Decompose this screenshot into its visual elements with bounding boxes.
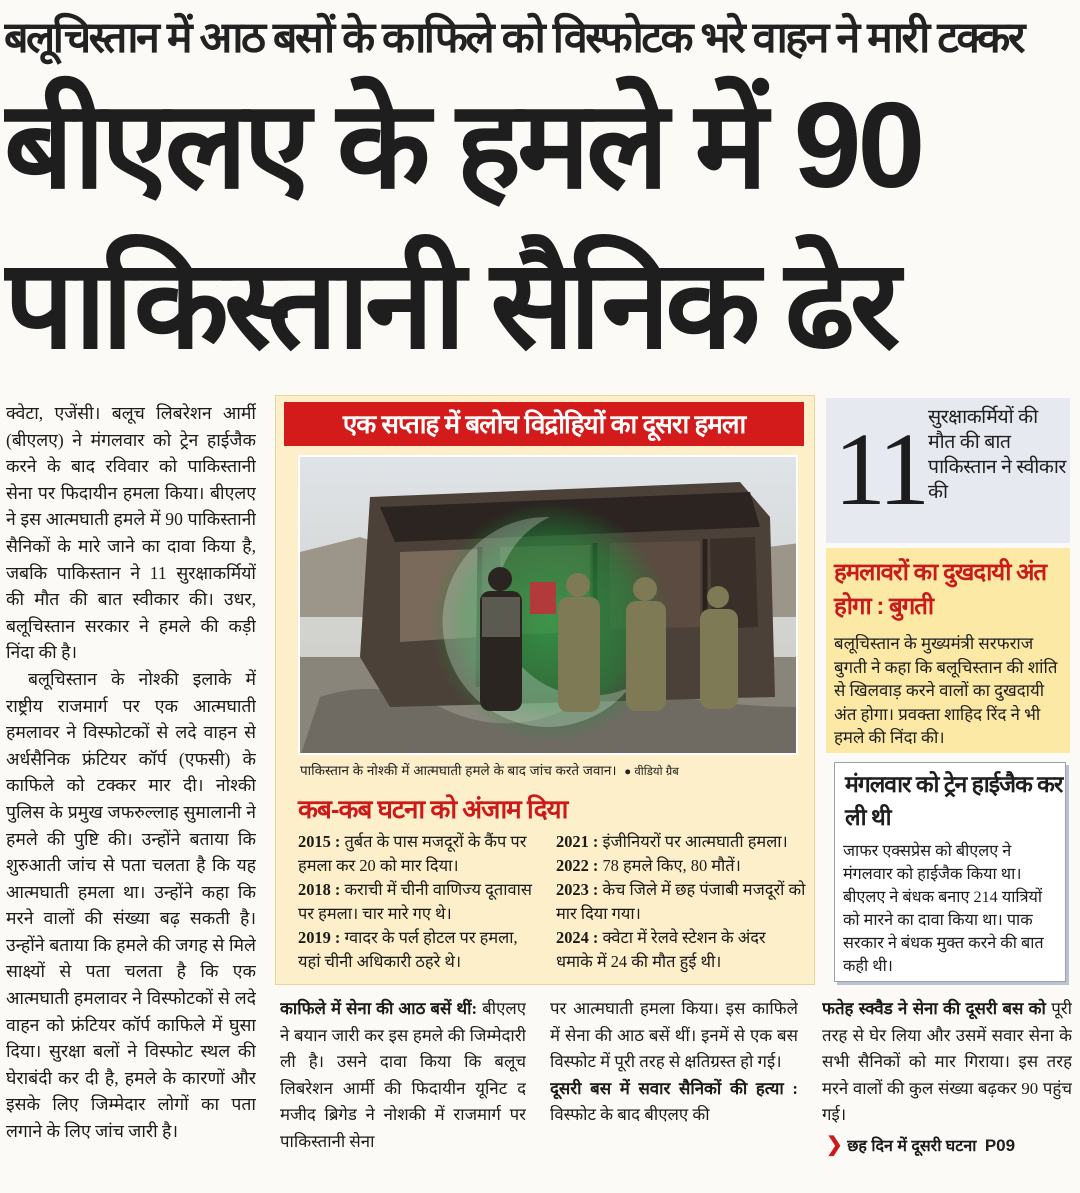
timeline-year: 2022 : [556,856,599,875]
burned-bus-photo [298,455,798,755]
timeline-text: कराची में चीनी वाणिज्य दूतावास पर हमला। चार मारे गए थे। [298,880,532,923]
timeline-item [556,830,806,854]
photo-caption [300,760,800,782]
timeline-text: इंजीनियरों पर आत्मघाती हमला। [602,832,788,851]
timeline-year: 2018 : [298,880,341,899]
timeline-year: 2021 : [556,832,599,851]
timeline-year: 2023 : [556,880,599,899]
left-article-column [6,400,256,1180]
timeline-text: 78 हमले किए, 80 मौतें। [602,856,741,875]
lower-column-3-text: पूरी तरह से घेर लिया और उसमें सवार सेना के सभी सैनिकों को मार गिराया। इस तरह मरने वालों की कुल संख्या बढ़कर 90 पहुंच गई। [822,999,1072,1124]
hijack-title: मंगलवार को ट्रेन हाईजैक कर ली थी [845,771,1063,830]
timeline-year: 2024 : [556,928,599,947]
continue-reference [826,1130,1072,1160]
timeline-item [556,926,806,974]
timeline-text: तुर्बत के पास मजदूरों के कैंप पर हमला कर 20 को मार दिया। [298,832,527,875]
photo-caption-text: पाकिस्तान के नोश्की में आत्मघाती हमले के बाद जांच करते जवान। [300,763,617,778]
timeline-year: 2019 : [298,928,341,947]
main-headline-line-1: बीएलए के हमले में 90 [4,77,922,213]
stat-number: 11 [834,412,927,527]
continue-text: छह दिन में दूसरी घटना [847,1138,977,1155]
quote-title: हमलावरों का दुखदायी अंत होगा : बुगती [834,559,1047,620]
stat-text: सुरक्षाकर्मियों की मौत की बात पाकिस्तान ने स्वीकार की [928,406,1066,503]
main-headline-line-2: पाकिस्तानी सैनिक ढेर [4,236,896,374]
lower-column-3-lead: फतेह स्क्वैड ने सेना की दूसरी बस को [822,999,1046,1018]
lower-column-1-text: बीएलए ने बयान जारी कर इस हमले की जिम्मेदारी ली है। उसने दावा किया कि बलूच लिबरेशन आर्मी की फिदायीन यूनिट द मजीद ब्रिगेड ने नोशकी में राजमार्ग पर पाकिस्तानी सेना [280,999,526,1151]
lower-column-2 [550,996,798,1156]
timeline-item [298,830,534,878]
hijack-body: जाफर एक्सप्रेस को बीएलए ने मंगलवार को हाईजैक किया था। बीएलए ने बंधक बनाए 214 यात्रियों को मारने का दावा किया था। पाक सरकार ने बंधक मुक्त करने की बात कही थी। [843,842,1044,975]
timeline-text: क्वेटा में रेलवे स्टेशन के अंदर धमाके में 24 की मौत हुई थी। [556,928,766,971]
timeline-year: 2015 : [298,832,341,851]
kicker-headline: बलूचिस्तान में आठ बसों के काफिले को विस्फोटक भरे वाहन ने मारी टक्कर [4,14,1023,62]
timeline-item [298,878,534,926]
lower-column-2-text-2: विस्फोट के बाद बीएलए की [550,1105,710,1124]
center-red-banner: एक सप्ताह में बलोच विद्रोहियों का दूसरा हमला [284,402,804,446]
left-paragraph-2: बलूचिस्तान के नोश्की इलाके में राष्ट्रीय राजमार्ग पर एक आत्मघाती हमलावर ने विस्फोटकों से लदे वाहन से अर्धसैनिक फ्रंटियर कॉर्प (एफसी) के काफिले को टक्कर मार दी। नोश्की पुलिस के प्रमुख जफरुल्लाह सुमालानी ने हमले की पुष्टि की। उन्होंने बताया कि शुरुआती जांच से पता चलता है कि यह आत्मघाती हमला था। उन्होंने कहा कि मरने वालों की संख्या बढ़ सकती है। उन्होंने बताया कि हमले की जगह से मिले साक्ष्यों से पता चलता है कि एक आत्मघाती हमलावर ने विस्फोटकों से लदे वाहन को फ्रंटियर कॉर्प काफिले में घुसा दिया। सुरक्षा बलों ने विस्फोट स्थल की घेराबंदी कर दी है, हमले के कारणों और इसके लिए जिम्मेदार लोगों का पता लगाने के लिए जांच जारी है। [6,668,256,1142]
timeline-title: कब-कब घटना को अंजाम दिया [298,794,568,824]
timeline-left-column [298,830,534,980]
lower-column-1 [280,996,526,1156]
burned-bus-image [300,457,798,755]
quote-body: बलूचिस्तान के मुख्यमंत्री सरफराज बुगती ने कहा कि बलूचिस्तान की शांति से खिलवाड़ करने वालों का दुखदायी अंत होगा। प्रवक्ता शाहिद रिंद ने भी हमले की निंदा की। [834,634,1058,747]
timeline-item [298,926,534,974]
lower-column-1-lead: काफिले में सेना की आठ बसें थीं: [280,999,478,1018]
continue-page: P09 [984,1136,1016,1155]
photo-credit: ● वीडियो ग्रैब [624,766,679,778]
timeline-item [556,854,806,878]
timeline-text: ग्वादर के पर्ल होटल पर हमला, यहां चीनी अधिकारी ठहरे थे। [298,928,518,971]
timeline-right-column [556,830,806,980]
lower-column-2-text: पर आत्मघाती हमला किया। इस काफिले में सेना की आठ बसें थीं। इनमें से एक बस विस्फोट में पूरी तरह से क्षतिग्रस्त हो गई। [550,999,798,1071]
chevron-right-icon: ❯ [826,1134,843,1156]
lower-column-2-lead: दूसरी बस में सवार सैनिकों की हत्या : [550,1078,798,1098]
left-paragraph-1: क्वेटा, एजेंसी। बलूच लिबरेशन आर्मी (बीएलए) ने मंगलवार को ट्रेन हाईजैक करने के बाद रविवार को पाकिस्तानी सेना पर फिदायीन हमला किया। बीएलए ने इस आत्मघाती हमले में 90 पाकिस्तानी सैनिकों के मारे जाने का दावा किया है, जबकि पाकिस्तान ने 11 सुरक्षाकर्मियों की मौत की बात स्वीकार की। उधर, बलूचिस्तान सरकार ने हमले की कड़ी निंदा की है। [6,403,256,663]
timeline-text: केच जिले में छह पंजाबी मजदूरों को मार दिया गया। [556,880,806,923]
timeline-item [556,878,806,926]
